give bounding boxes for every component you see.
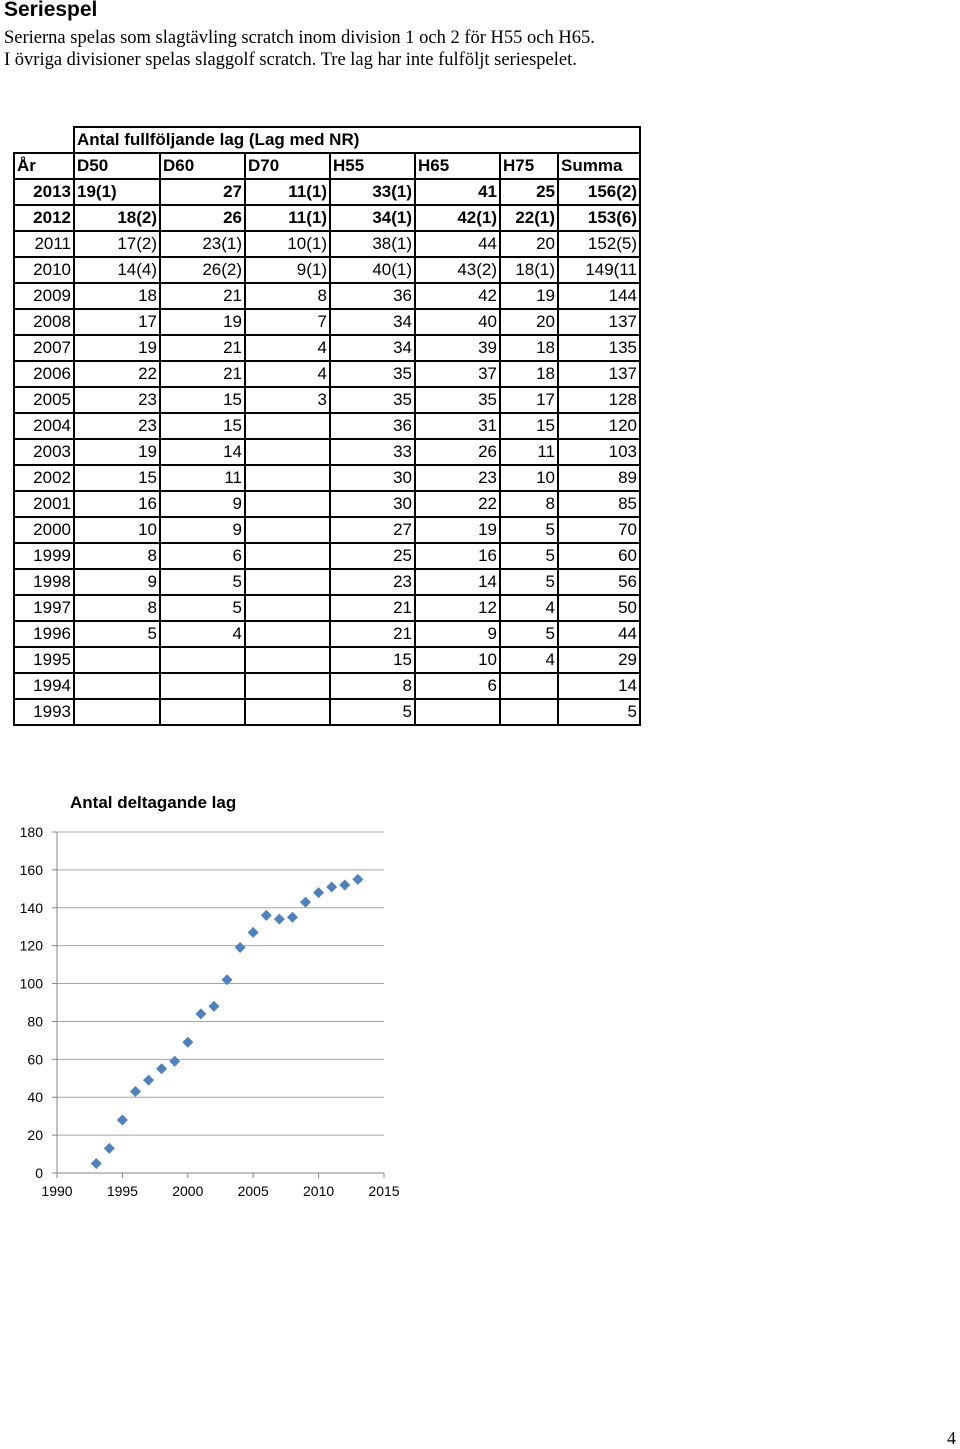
table-cell: 21 — [330, 621, 415, 647]
page-heading: Seriespel — [4, 0, 98, 21]
year-cell: 1996 — [14, 621, 74, 647]
table-title-row — [14, 127, 640, 153]
table-row — [14, 283, 640, 309]
table-cell: 9 — [74, 569, 160, 595]
table-cell: 15 — [160, 387, 245, 413]
table-cell: 5 — [160, 569, 245, 595]
data-point — [117, 1114, 128, 1125]
intro-line-2: I övriga divisioner spelas slaggolf scratch. Tre lag har inte fulföljt seriespelet. — [4, 50, 577, 70]
column-header: År — [14, 153, 74, 179]
table-cell: 41 — [415, 179, 500, 205]
table-cell: 8 — [74, 595, 160, 621]
table-cell: 6 — [415, 673, 500, 699]
table-cell: 144 — [558, 283, 640, 309]
year-cell: 2013 — [14, 179, 74, 205]
table-cell: 18(1) — [500, 257, 558, 283]
table-cell: 23 — [74, 387, 160, 413]
y-tick-label: 0 — [35, 1165, 43, 1181]
year-cell: 1995 — [14, 647, 74, 673]
column-header: H65 — [415, 153, 500, 179]
table-cell — [500, 699, 558, 725]
table-title: Antal fullföljande lag (Lag med NR) — [74, 127, 640, 153]
table-cell: 85 — [558, 491, 640, 517]
table-row — [14, 543, 640, 569]
data-point — [248, 927, 259, 938]
table-cell: 8 — [330, 673, 415, 699]
intro-line-1: Serierna spelas som slagtävling scratch inom division 1 och 2 för H55 och H65. — [4, 28, 595, 48]
table-cell: 8 — [500, 491, 558, 517]
year-cell: 2010 — [14, 257, 74, 283]
table-cell: 5 — [500, 569, 558, 595]
table-cell: 25 — [330, 543, 415, 569]
table-cell — [160, 647, 245, 673]
data-point — [169, 1056, 180, 1067]
table-cell: 5 — [500, 517, 558, 543]
table-cell: 60 — [558, 543, 640, 569]
table-cell: 153(6) — [558, 205, 640, 231]
data-point — [261, 910, 272, 921]
table-cell: 9 — [415, 621, 500, 647]
table-cell: 21 — [160, 335, 245, 361]
table-cell: 26 — [415, 439, 500, 465]
table-cell: 7 — [245, 309, 330, 335]
table-cell: 42 — [415, 283, 500, 309]
column-header: H55 — [330, 153, 415, 179]
table-cell: 8 — [74, 543, 160, 569]
table-row — [14, 413, 640, 439]
table-cell: 33(1) — [330, 179, 415, 205]
table-cell: 21 — [330, 595, 415, 621]
table-row — [14, 569, 640, 595]
table-row — [14, 621, 640, 647]
table-row — [14, 491, 640, 517]
table-cell: 18 — [500, 361, 558, 387]
table-cell: 5 — [74, 621, 160, 647]
table-cell: 70 — [558, 517, 640, 543]
table-row — [14, 647, 640, 673]
table-row — [14, 309, 640, 335]
table-cell: 35 — [330, 387, 415, 413]
table-cell: 44 — [415, 231, 500, 257]
data-point — [156, 1063, 167, 1074]
table-cell: 17 — [74, 309, 160, 335]
table-row — [14, 361, 640, 387]
table-cell: 20 — [500, 309, 558, 335]
table-cell: 15 — [500, 413, 558, 439]
data-point — [91, 1158, 102, 1169]
table-cell: 103 — [558, 439, 640, 465]
table-cell: 22 — [415, 491, 500, 517]
table-cell — [245, 673, 330, 699]
table-cell: 17 — [500, 387, 558, 413]
table-cell: 26 — [160, 205, 245, 231]
x-tick-label: 2010 — [303, 1183, 335, 1199]
table-cell — [245, 543, 330, 569]
x-tick-label: 2005 — [237, 1183, 269, 1199]
table-cell: 5 — [500, 621, 558, 647]
table-cell: 10 — [500, 465, 558, 491]
table-cell: 39 — [415, 335, 500, 361]
table-cell: 14 — [558, 673, 640, 699]
year-cell: 2006 — [14, 361, 74, 387]
results-table — [13, 126, 641, 726]
y-tick-label: 120 — [19, 937, 43, 954]
table-cell: 35 — [330, 361, 415, 387]
column-header: D70 — [245, 153, 330, 179]
table-cell: 23 — [74, 413, 160, 439]
table-cell: 14 — [415, 569, 500, 595]
table-cell: 15 — [160, 413, 245, 439]
table-row — [14, 595, 640, 621]
table-cell: 31 — [415, 413, 500, 439]
year-cell: 1998 — [14, 569, 74, 595]
table-cell: 4 — [245, 335, 330, 361]
table-cell: 44 — [558, 621, 640, 647]
table-header-row — [14, 153, 640, 179]
y-tick-label: 80 — [27, 1013, 43, 1030]
year-cell: 1997 — [14, 595, 74, 621]
x-tick-label: 2015 — [368, 1183, 400, 1199]
table-cell: 11 — [160, 465, 245, 491]
year-cell: 2003 — [14, 439, 74, 465]
table-row — [14, 257, 640, 283]
table-cell: 5 — [500, 543, 558, 569]
table-cell — [245, 621, 330, 647]
year-cell: 2008 — [14, 309, 74, 335]
table-cell: 149(11 — [558, 257, 640, 283]
table-cell: 89 — [558, 465, 640, 491]
column-header: D60 — [160, 153, 245, 179]
table-cell — [160, 699, 245, 725]
table-cell: 6 — [160, 543, 245, 569]
table-cell: 4 — [160, 621, 245, 647]
table-cell — [245, 647, 330, 673]
table-cell: 43(2) — [415, 257, 500, 283]
table-cell: 22(1) — [500, 205, 558, 231]
table-cell: 12 — [415, 595, 500, 621]
table-cell: 9(1) — [245, 257, 330, 283]
table-cell: 128 — [558, 387, 640, 413]
results-table-container — [13, 126, 641, 726]
table-cell: 9 — [160, 491, 245, 517]
table-cell: 23(1) — [160, 231, 245, 257]
y-tick-label: 180 — [19, 824, 43, 840]
table-cell: 19(1) — [74, 179, 160, 205]
y-tick-label: 100 — [19, 975, 43, 992]
table-cell — [74, 647, 160, 673]
table-cell: 56 — [558, 569, 640, 595]
data-point — [339, 880, 350, 891]
year-cell: 2002 — [14, 465, 74, 491]
table-cell — [245, 569, 330, 595]
table-cell: 29 — [558, 647, 640, 673]
page-number: 4 — [947, 1428, 956, 1448]
table-cell: 120 — [558, 413, 640, 439]
table-cell: 10(1) — [245, 231, 330, 257]
data-point — [130, 1086, 141, 1097]
y-tick-label: 20 — [27, 1127, 43, 1144]
table-cell — [245, 413, 330, 439]
table-cell: 5 — [330, 699, 415, 725]
year-cell: 2007 — [14, 335, 74, 361]
table-cell: 19 — [415, 517, 500, 543]
table-row — [14, 465, 640, 491]
table-cell: 3 — [245, 387, 330, 413]
table-cell: 14(4) — [74, 257, 160, 283]
table-cell: 9 — [160, 517, 245, 543]
data-point — [352, 874, 363, 885]
data-point — [274, 914, 285, 925]
table-row — [14, 699, 640, 725]
table-cell: 30 — [330, 465, 415, 491]
table-cell: 30 — [330, 491, 415, 517]
table-row — [14, 439, 640, 465]
table-cell — [245, 439, 330, 465]
table-cell: 22 — [74, 361, 160, 387]
table-cell: 10 — [415, 647, 500, 673]
table-cell: 18 — [500, 335, 558, 361]
y-tick-label: 60 — [27, 1051, 43, 1068]
table-cell: 152(5) — [558, 231, 640, 257]
data-point — [300, 897, 311, 908]
table-cell — [245, 491, 330, 517]
table-cell: 11 — [500, 439, 558, 465]
table-cell: 25 — [500, 179, 558, 205]
table-cell — [74, 673, 160, 699]
table-cell: 42(1) — [415, 205, 500, 231]
table-cell: 18(2) — [74, 205, 160, 231]
year-cell: 2009 — [14, 283, 74, 309]
table-cell: 19 — [74, 439, 160, 465]
table-cell: 5 — [160, 595, 245, 621]
year-cell: 2011 — [14, 231, 74, 257]
table-cell — [74, 699, 160, 725]
column-header: D50 — [74, 153, 160, 179]
y-tick-label: 160 — [19, 861, 43, 878]
table-corner — [14, 127, 74, 153]
data-point — [235, 942, 246, 953]
year-cell: 1999 — [14, 543, 74, 569]
intro-text — [4, 27, 944, 71]
table-cell: 34 — [330, 335, 415, 361]
table-cell: 10 — [74, 517, 160, 543]
table-cell: 36 — [330, 413, 415, 439]
table-row — [14, 517, 640, 543]
table-cell — [415, 699, 500, 725]
table-cell: 38(1) — [330, 231, 415, 257]
table-cell: 137 — [558, 361, 640, 387]
table-row — [14, 179, 640, 205]
table-cell — [160, 673, 245, 699]
column-header: H75 — [500, 153, 558, 179]
table-cell: 19 — [160, 309, 245, 335]
table-cell: 21 — [160, 283, 245, 309]
data-point — [313, 887, 324, 898]
table-cell: 34(1) — [330, 205, 415, 231]
year-cell: 2001 — [14, 491, 74, 517]
year-cell: 1993 — [14, 699, 74, 725]
data-point — [182, 1037, 193, 1048]
data-point — [287, 912, 298, 923]
table-cell: 40(1) — [330, 257, 415, 283]
table-cell: 19 — [500, 283, 558, 309]
table-cell: 4 — [500, 595, 558, 621]
table-cell: 4 — [245, 361, 330, 387]
x-tick-label: 1990 — [41, 1183, 73, 1199]
data-point — [208, 1001, 219, 1012]
y-tick-label: 140 — [19, 899, 43, 916]
table-cell — [500, 673, 558, 699]
table-row — [14, 673, 640, 699]
table-cell: 21 — [160, 361, 245, 387]
table-cell: 33 — [330, 439, 415, 465]
table-cell: 40 — [415, 309, 500, 335]
data-point — [195, 1008, 206, 1019]
table-cell: 135 — [558, 335, 640, 361]
table-cell: 8 — [245, 283, 330, 309]
table-cell: 20 — [500, 231, 558, 257]
x-tick-label: 2000 — [172, 1183, 204, 1199]
chart-container — [0, 780, 420, 1225]
table-cell — [245, 465, 330, 491]
table-cell: 27 — [160, 179, 245, 205]
table-cell: 23 — [330, 569, 415, 595]
table-cell: 14 — [160, 439, 245, 465]
year-cell: 2000 — [14, 517, 74, 543]
column-header: Summa — [558, 153, 640, 179]
table-cell: 15 — [330, 647, 415, 673]
table-cell — [245, 595, 330, 621]
data-point — [143, 1075, 154, 1086]
year-cell: 2004 — [14, 413, 74, 439]
table-cell: 23 — [415, 465, 500, 491]
year-cell: 1994 — [14, 673, 74, 699]
table-cell: 16 — [74, 491, 160, 517]
data-point — [326, 881, 337, 892]
table-cell: 50 — [558, 595, 640, 621]
table-row — [14, 205, 640, 231]
table-cell: 17(2) — [74, 231, 160, 257]
table-cell: 19 — [74, 335, 160, 361]
table-row — [14, 231, 640, 257]
x-tick-label: 1995 — [106, 1183, 138, 1199]
table-cell: 11(1) — [245, 205, 330, 231]
table-cell: 137 — [558, 309, 640, 335]
table-cell: 37 — [415, 361, 500, 387]
table-cell: 27 — [330, 517, 415, 543]
table-cell — [245, 699, 330, 725]
y-tick-label: 40 — [27, 1089, 43, 1106]
table-cell: 5 — [558, 699, 640, 725]
table-row — [14, 335, 640, 361]
table-cell: 156(2) — [558, 179, 640, 205]
scatter-chart — [0, 780, 420, 1220]
data-point — [104, 1143, 115, 1154]
year-cell: 2012 — [14, 205, 74, 231]
table-cell: 4 — [500, 647, 558, 673]
year-cell: 2005 — [14, 387, 74, 413]
table-row — [14, 387, 640, 413]
table-cell: 18 — [74, 283, 160, 309]
chart-title: Antal deltagande lag — [70, 793, 237, 812]
table-cell: 26(2) — [160, 257, 245, 283]
table-cell: 36 — [330, 283, 415, 309]
table-cell: 34 — [330, 309, 415, 335]
table-cell: 16 — [415, 543, 500, 569]
table-cell — [245, 517, 330, 543]
table-cell: 11(1) — [245, 179, 330, 205]
table-cell: 35 — [415, 387, 500, 413]
table-cell: 15 — [74, 465, 160, 491]
